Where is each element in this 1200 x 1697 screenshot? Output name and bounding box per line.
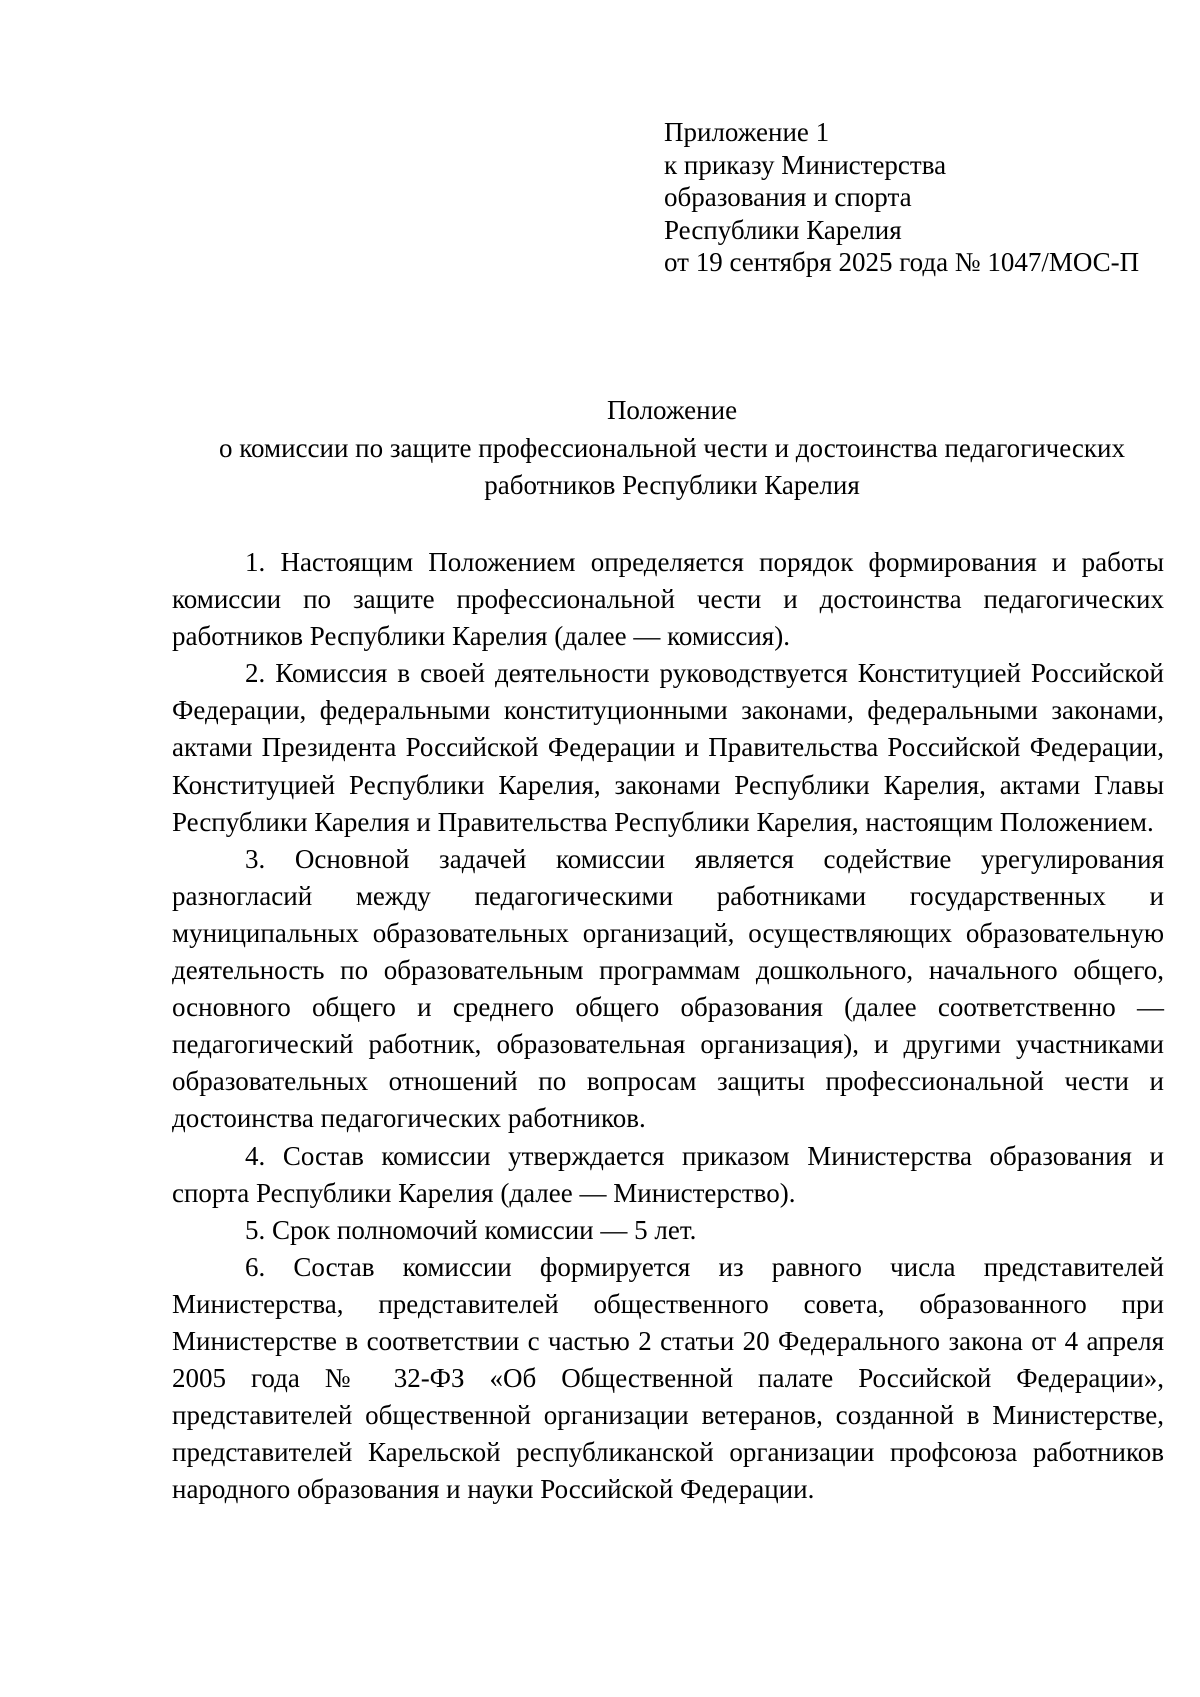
paragraph-3: 3. Основной задачей комиссии является содействие урегулирования разногласий между педагогическими работниками государственных и муниципальных образовательных организаций, осуществляющих образовательную деятельность по образовательным программам дошкольного, начального общего, основного общего и среднего общего образования (далее соответственно — педагогический работник, образовательная организация), и другими участниками образовательных отношений по вопросам защиты профессиональной чести и достоинства педагогических работников. (172, 843, 1164, 1134)
paragraph-5: 5. Срок полномочий комиссии — 5 лет. (245, 1214, 697, 1245)
document-title (172, 392, 1172, 505)
appendix-line: от 19 сентября 2025 года № 1047/МОС-П (664, 247, 1140, 277)
appendix-line: образования и спорта (664, 182, 912, 212)
paragraph-4: 4. Состав комиссии утверждается приказом Министерства образования и спорта Республики Карелия (далее — Министерство). (172, 1140, 1164, 1208)
document-body (172, 544, 1164, 1508)
title-line: работников Республики Карелия (484, 470, 860, 500)
appendix-line: к приказу Министерства (664, 149, 947, 180)
appendix-line: Республики Карелия (664, 214, 902, 245)
paragraph-1: 1. Настоящим Положением определяется порядок формирования и работы комиссии по защите профессиональной чести и достоинства педагогических работников Республики Карелия (далее — комиссия). (172, 547, 1164, 652)
paragraph-2: 2. Комиссия в своей деятельности руководствуется Конституцией Российской Федерации, федеральными конституционными законами, федеральными законами, актами Президента Российской Федерации и Правительства Российской Федерации, Конституцией Республики Карелия, законами Республики Карелия, актами Главы Республики Карелия и Правительства Республики Карелия, настоящим Положением. (172, 658, 1164, 837)
paragraph-6: 6. Состав комиссии формируется из равного числа представителей Министерства, представителей общественного совета, образованного при Министерстве в соответствии с частью 2 статьи 20 Федерального закона от 4 апреля 2005 года № 32-ФЗ «Об Общественной палате Российской Федерации», представителей общественной организации ветеранов, созданной в Министерстве, представителей Карельской республиканской организации профсоюза работников народного образования и науки Российской Федерации. (172, 1251, 1164, 1505)
appendix-line: Приложение 1 (664, 117, 830, 147)
title-line: Положение (606, 395, 738, 425)
appendix-block (664, 116, 1139, 279)
title-line: о комиссии по защите профессиональной чести и достоинства педагогических (219, 432, 1125, 463)
